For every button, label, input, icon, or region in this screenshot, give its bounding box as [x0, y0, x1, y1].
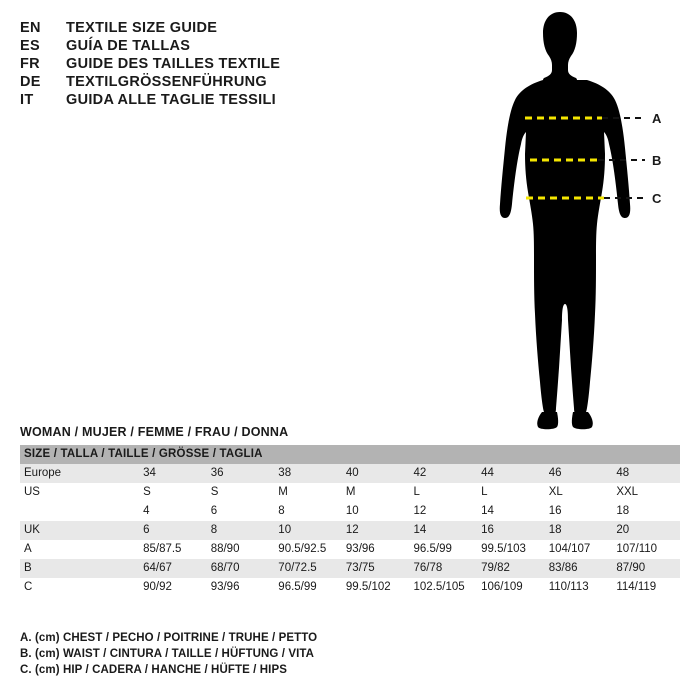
footnote-c: C. (cm) HIP / CADERA / HANCHE / HÜFTE / HIPS: [20, 664, 288, 676]
table-cell: 8: [207, 521, 275, 540]
size-table-section: [20, 425, 680, 597]
table-cell: 90.5/92.5: [274, 540, 342, 559]
footnote-a: A. (cm) CHEST / PECHO / POITRINE / TRUHE / PETTO: [20, 632, 318, 644]
size-table: [20, 445, 680, 597]
female-silhouette-icon: [470, 8, 690, 438]
table-cell: 48: [612, 464, 680, 483]
table-cell: 8: [274, 502, 342, 521]
table-cell: 93/96: [342, 540, 410, 559]
title-block: [20, 20, 450, 110]
table-cell: 14: [477, 502, 545, 521]
row-label: UK: [20, 521, 139, 540]
table-cell: 76/78: [410, 559, 478, 578]
table-row: [20, 502, 680, 521]
table-cell: 10: [274, 521, 342, 540]
table-cell: 16: [545, 502, 613, 521]
table-row: [20, 464, 680, 483]
table-cell: 16: [477, 521, 545, 540]
title-row: [20, 38, 450, 54]
row-label: Europe: [20, 464, 139, 483]
title-row: [20, 56, 450, 72]
body-figure: [470, 8, 690, 438]
table-cell: 18: [612, 502, 680, 521]
table-cell: 12: [410, 502, 478, 521]
table-cell: 99.5/103: [477, 540, 545, 559]
row-label: C: [20, 578, 139, 597]
table-cell: 34: [139, 464, 207, 483]
table-cell: 18: [545, 521, 613, 540]
table-cell: 93/96: [207, 578, 275, 597]
table-cell: 10: [342, 502, 410, 521]
table-cell: 46: [545, 464, 613, 483]
table-cell: S: [207, 483, 275, 502]
table-row: [20, 540, 680, 559]
table-cell: XXL: [612, 483, 680, 502]
measure-label-c: C: [652, 191, 662, 206]
title-text: TEXTILGRÖSSENFÜHRUNG: [66, 74, 267, 90]
table-cell: 64/67: [139, 559, 207, 578]
title-lang-code: DE: [20, 74, 41, 90]
title-lang-code: FR: [20, 56, 40, 72]
table-caption: WOMAN / MUJER / FEMME / FRAU / DONNA: [20, 425, 289, 439]
footnote-block: [20, 632, 680, 680]
table-cell: 20: [612, 521, 680, 540]
title-lang-code: ES: [20, 38, 40, 54]
table-cell: 4: [139, 502, 207, 521]
table-cell: 44: [477, 464, 545, 483]
table-cell: 96.5/99: [410, 540, 478, 559]
measure-label-a: A: [652, 111, 662, 126]
table-cell: 104/107: [545, 540, 613, 559]
table-cell: 70/72.5: [274, 559, 342, 578]
table-cell: XL: [545, 483, 613, 502]
table-cell: 88/90: [207, 540, 275, 559]
row-label: US: [20, 483, 139, 502]
measure-label-b: B: [652, 153, 662, 168]
table-row: [20, 521, 680, 540]
row-label: B: [20, 559, 139, 578]
table-cell: 96.5/99: [274, 578, 342, 597]
table-cell: 38: [274, 464, 342, 483]
title-row: [20, 92, 450, 108]
title-text: GUIDE DES TAILLES TEXTILE: [66, 56, 281, 72]
table-cell: M: [274, 483, 342, 502]
title-text: GUIDA ALLE TAGLIE TESSILI: [66, 92, 276, 108]
table-cell: 73/75: [342, 559, 410, 578]
title-row: [20, 20, 450, 36]
table-cell: 6: [207, 502, 275, 521]
table-cell: 42: [410, 464, 478, 483]
title-lang-code: EN: [20, 20, 41, 36]
table-cell: 114/119: [612, 578, 680, 597]
table-row: [20, 559, 680, 578]
table-cell: 90/92: [139, 578, 207, 597]
table-cell: 110/113: [545, 578, 613, 597]
table-cell: 102.5/105: [410, 578, 478, 597]
footnote-b: B. (cm) WAIST / CINTURA / TAILLE / HÜFTUNG / VITA: [20, 648, 315, 660]
table-cell: S: [139, 483, 207, 502]
table-cell: M: [342, 483, 410, 502]
table-cell: 40: [342, 464, 410, 483]
table-header-row: [20, 445, 680, 464]
table-cell: 68/70: [207, 559, 275, 578]
row-label: A: [20, 540, 139, 559]
table-header-label: SIZE / TALLA / TAILLE / GRÖSSE / TAGLIA: [20, 445, 680, 464]
table-cell: 106/109: [477, 578, 545, 597]
table-cell: 83/86: [545, 559, 613, 578]
table-cell: 85/87.5: [139, 540, 207, 559]
table-row: [20, 578, 680, 597]
table-cell: L: [477, 483, 545, 502]
table-cell: 12: [342, 521, 410, 540]
table-cell: 99.5/102: [342, 578, 410, 597]
row-label: [20, 502, 139, 521]
title-row: [20, 74, 450, 90]
table-cell: 107/110: [612, 540, 680, 559]
title-text: GUÍA DE TALLAS: [66, 38, 191, 54]
title-text: TEXTILE SIZE GUIDE: [66, 20, 218, 36]
table-cell: 87/90: [612, 559, 680, 578]
title-lang-code: IT: [20, 92, 34, 108]
table-cell: 79/82: [477, 559, 545, 578]
table-cell: 36: [207, 464, 275, 483]
table-cell: 14: [410, 521, 478, 540]
table-row: [20, 483, 680, 502]
table-cell: 6: [139, 521, 207, 540]
table-cell: L: [410, 483, 478, 502]
